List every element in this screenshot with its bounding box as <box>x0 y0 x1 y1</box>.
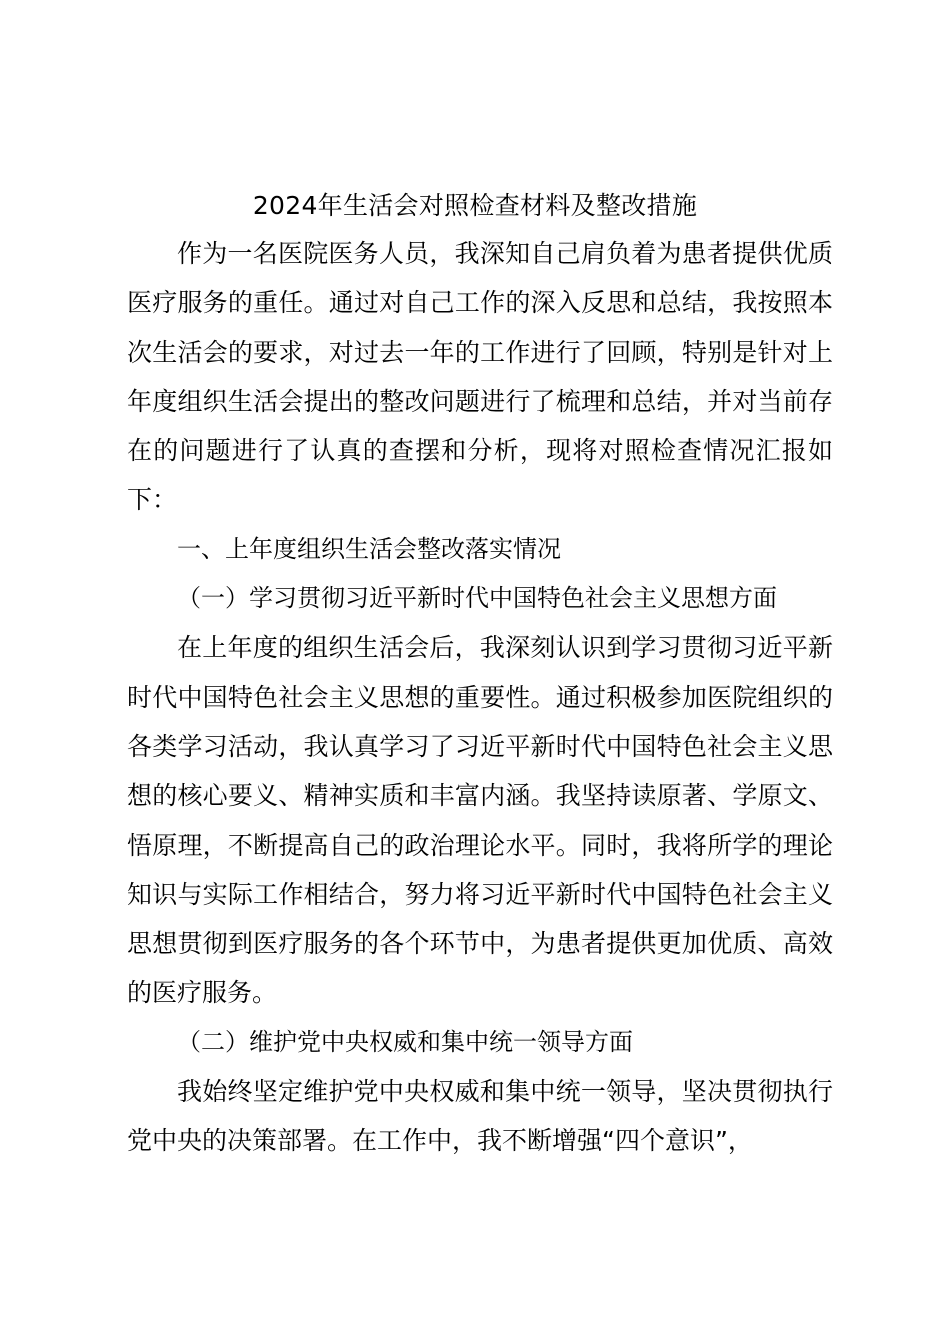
intro-paragraph: 作为一名医院医务人员，我深知自己肩负着为患者提供优质医疗服务的重任。通过对自己工作的深入反思和总结，我按照本次生活会的要求，对过去一年的工作进行了回顾，特别是针对上年度组织生活会提出的整改问题进行了梳理和总结，并对当前存在的问题进行了认真的查摆和分析，现将对照检查情况汇报如下： <box>127 239 833 515</box>
document-title: 2024年生活会对照检查材料及整改措施 <box>252 191 698 220</box>
subsection-heading-1: （一）学习贯彻习近平新时代中国特色社会主义思想方面 <box>177 584 777 613</box>
section-heading-1: 一、上年度组织生活会整改落实情况 <box>177 534 561 563</box>
body-paragraph-2: 我始终坚定维护党中央权威和集中统一领导，坚决贯彻执行党中央的决策部署。在工作中，我不断增强“四个意识”， <box>127 1077 833 1156</box>
document-body <box>127 229 833 1166</box>
body-paragraph-1: 在上年度的组织生活会后，我深刻认识到学习贯彻习近平新时代中国特色社会主义思想的重要性。通过积极参加医院组织的各类学习活动，我认真学习了习近平新时代中国特色社会主义思想的核心要义、精神实质和丰富内涵。我坚持读原著、学原文、悟原理，不断提高自己的政治理论水平。同时，我将所学的理论知识与实际工作相结合，努力将习近平新时代中国特色社会主义思想贯彻到医疗服务的各个环节中，为患者提供更加优质、高效的医疗服务。 <box>127 633 833 1008</box>
subsection-heading-2: （二）维护党中央权威和集中统一领导方面 <box>177 1027 633 1056</box>
